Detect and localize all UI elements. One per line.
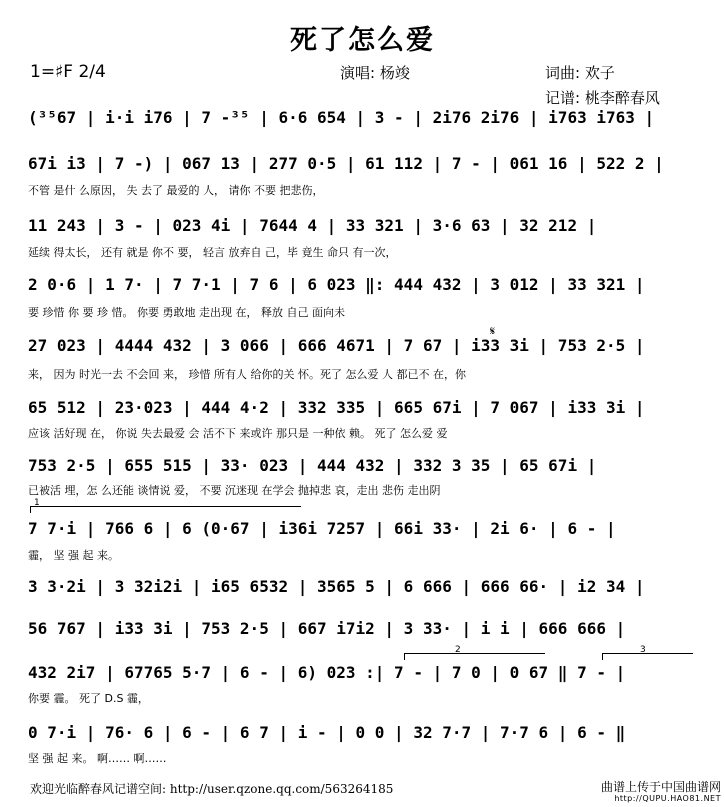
segno-mark: 𝄋 [490, 324, 496, 338]
lyric-row-6: 应该 活好现 在， 你说 失去最爱 会 活不下 来或许 那只是 一种依 赖。 死了 怎么爱 爱 [28, 427, 448, 440]
volta-1-bracket [30, 506, 301, 513]
volta-3-bracket [602, 653, 693, 660]
lyric-row-1 [28, 134, 692, 150]
score-row-11: 432 2i7 | 67765 5·7 | 6 - | 6) 023 :| 7 - | 7 0 | 0 67 ‖ 7 - | [28, 663, 626, 682]
score-row-1: (³⁵67 | i·i i76 | 7 -³⁵ | 6·6 654 | 3 - | 2i76 2i76 | i763 i763 | [28, 108, 655, 127]
lyric-row-12: 坚 强 起 来。 啊…… 啊…… [28, 752, 167, 765]
volta-3-label: 3 [640, 645, 646, 655]
lyric-row-3: 延续 得太长， 还有 就是 你不 要， 轻言 放弃自 己，毕 竟生 命只 有一次， [28, 246, 397, 259]
score-row-2: 67i i3 | 7 -) | 067 13 | 277 0·5 | 61 112 | 7 - | 061 16 | 522 2 | [28, 154, 664, 173]
score-row-9: 3 3·2i | 3 32i2i | i65 6532 | 3565 5 | 6 666 | 666 66· | i2 34 | [28, 577, 645, 596]
score-row-8: 7 7·i | 766 6 | 6 (0·67 | i36i 7257 | 66i 33· | 2i 6· | 6 - | [28, 519, 616, 538]
lyric-row-11: 你要 霾。 死了 D.S 霾， [28, 692, 149, 705]
score-row-5: 27 023 | 4444 432 | 3 066 | 666 4671 | 7 67 | i33 3i | 753 2·5 | [28, 336, 645, 355]
composer-credit: 词曲: 欢子 [545, 64, 615, 82]
transcriber-credit: 记谱: 桃李醉春风 [545, 89, 660, 107]
watermark-text: 曲谱上传于中国曲谱网 [600, 780, 721, 794]
lyric-row-5: 来， 因为 时光一去 不会回 来， 珍惜 所有人 给你的关 怀。死了 怎么爱 人 都已不 在，你 [28, 368, 466, 381]
score-row-7: 753 2·5 | 655 515 | 33· 023 | 444 432 | 332 3 35 | 65 67i | [28, 456, 597, 475]
volta-2-label: 2 [455, 645, 461, 655]
score-row-6: 65 512 | 23·023 | 444 4·2 | 332 335 | 665 67i | 7 067 | i33 3i | [28, 398, 645, 417]
score-row-4: 2 0·6 | 1 7· | 7 7·1 | 7 6 | 6 023 ‖: 444 432 | 3 012 | 33 321 | [28, 275, 645, 294]
volta-2-bracket [404, 653, 545, 660]
lyric-row-8: 霾， 坚 强 起 来。 [28, 549, 119, 562]
key-signature: 1=♯F 2/4 [30, 62, 106, 82]
footer-credit: 欢迎光临醉春风记谱空间: http://user.qzone.qq.com/563264185 [30, 782, 394, 796]
score-row-10: 56 767 | i33 3i | 753 2·5 | 667 i7i2 | 3 33· | i i | 666 666 | [28, 619, 626, 638]
watermark-url: http://QUPU.HAO81.NET [614, 794, 721, 803]
lyric-row-2: 不管 是什 么原因， 失 去了 最爱的 人， 请你 不要 把悲伤， [28, 184, 324, 197]
volta-1-label: 1 [34, 498, 40, 508]
singer-credit: 演唱: 杨竣 [340, 64, 410, 82]
score-row-3: 11 243 | 3 - | 023 4i | 7644 4 | 33 321 | 3·6 63 | 32 212 | [28, 216, 597, 235]
lyric-row-4: 要 珍惜 你 要 珍 惜。 你要 勇敢地 走出现 在， 释放 自己 面向未 [28, 306, 345, 319]
score-row-12: 0 7·i | 76· 6 | 6 - | 6 7 | i - | 0 0 | 32 7·7 | 7·7 6 | 6 - ‖ [28, 723, 626, 742]
lyric-row-7: 已被活 埋，怎 么还能 谈情说 爱， 不要 沉迷现 在学会 抛掉悲 哀，走出 悲伤 走出阴 [28, 484, 441, 497]
song-title: 死了怎么爱 [290, 25, 435, 56]
